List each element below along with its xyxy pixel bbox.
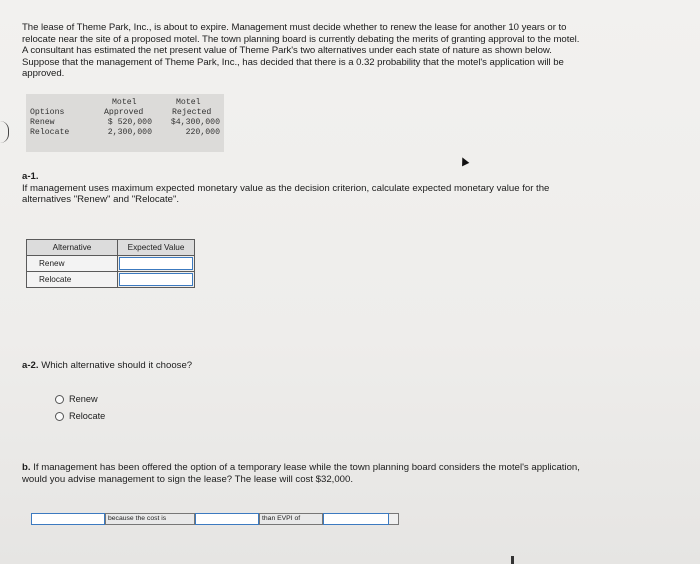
table-row [27,272,195,288]
col2-header-line2: Rejected [172,108,212,117]
renew-expected-value-input[interactable] [119,257,193,270]
b-text: If management has been offered the option of a temporary lease while the town planning board considers the motel's application, [33,462,580,473]
table-row [27,256,195,272]
a2-label: a-2. [22,360,39,371]
advice-select[interactable] [31,513,105,525]
mouse-cursor-icon [459,156,470,167]
renew-approved-value: $ 520,000 [107,118,152,127]
intro-line: relocate near the site of a proposed motel. The town planning board is currently debating the merits of granting approval to the motel. [22,33,580,45]
question-b [22,462,682,485]
relocate-approved-value: 2,300,000 [107,128,152,137]
expected-value-table [26,239,195,288]
col1-header-line1: Motel [112,98,137,107]
a1-label: a-1. [22,171,39,182]
page-scroll-marker [511,556,514,564]
intro-line: Suppose that the management of Theme Park, Inc., has decided that there is a 0.32 probability that the motel's application will be [22,56,564,68]
expected-value-header: Expected Value [118,240,195,256]
question-a2 [22,360,192,372]
a1-text-2: alternatives "Renew" and "Relocate". [22,194,180,206]
col2-header-line1: Motel [176,98,201,107]
intro-line: The lease of Theme Park, Inc., is about to expire. Management must decide whether to renew the lease for another 10 years or to [22,22,567,33]
radio-circle-icon[interactable] [55,412,64,421]
evpi-input[interactable] [323,513,389,525]
options-header: Options [30,108,65,117]
row-end-cap [389,513,399,525]
b-text-2: would you advise management to sign the lease? The lease will cost $32,000. [22,473,354,485]
relocate-radio[interactable] [55,411,105,421]
a2-text: Which alternative should it choose? [41,360,193,371]
intro-line: A consultant has estimated the net present value of Theme Park's two alternatives under each state of nature as shown below. [22,45,552,57]
margin-bracket [0,121,9,143]
relocate-rejected-value: 220,000 [185,128,220,137]
intro-line: approved. [22,68,65,80]
row-label: Relocate [30,128,70,137]
question-a1 [22,171,672,206]
problem-statement [22,22,672,80]
col1-header-line2: Approved [104,108,144,117]
alternative-header: Alternative [27,240,118,256]
row-label: Renew [30,118,55,127]
b-label: b. [22,462,31,473]
renew-rejected-value: $4,300,000 [170,118,220,127]
relocate-expected-value-input[interactable] [119,273,193,286]
than-evpi-label: than EVPI of [259,513,323,525]
renew-radio-label: Renew [69,394,98,404]
relocate-radio-label: Relocate [69,411,106,421]
renew-radio[interactable] [55,394,98,404]
a1-text: If management uses maximum expected monetary value as the decision criterion, calculate expected monetary value for the [22,182,550,194]
because-cost-label: because the cost is [105,513,195,525]
payoff-table [26,94,224,152]
comparison-select[interactable] [195,513,259,525]
radio-circle-icon[interactable] [55,395,64,404]
renew-row-label: Renew [27,256,118,272]
relocate-row-label: Relocate [27,272,118,288]
